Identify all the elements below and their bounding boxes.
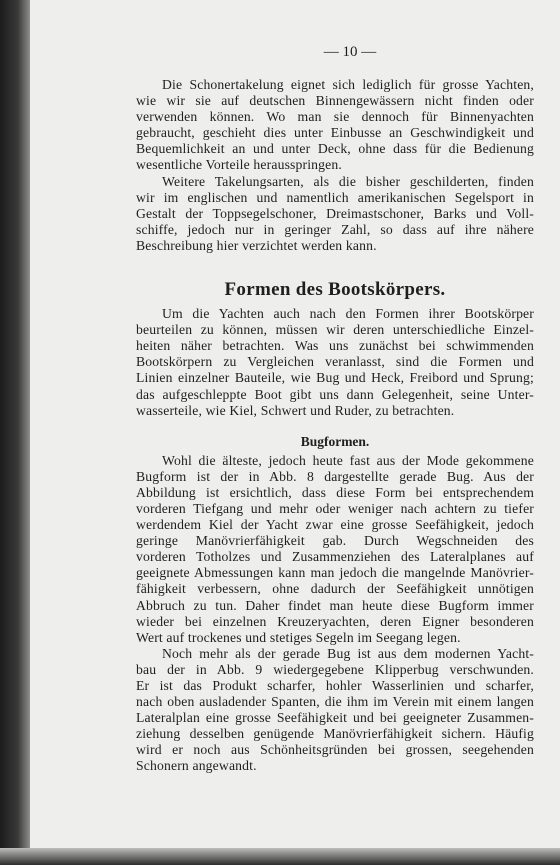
- text-line: wieder bei einzelnen Kreuzeryachten, deren Eigner besonderen: [136, 613, 534, 629]
- text-line: gebraucht, geschieht dies unter Einbusse an Geschwindigkeit und: [136, 125, 534, 141]
- paragraph: [136, 77, 534, 174]
- paragraph: [136, 306, 534, 419]
- forms-section: [136, 306, 534, 419]
- scan-left-border: [0, 0, 30, 865]
- text-line: wasserteile, wie Kiel, Schwert und Ruder, zu betrachten.: [136, 402, 455, 418]
- text-line: Abbildung ist ersichtlich, dass diese Form bei entsprechendem: [136, 484, 534, 500]
- text-line: heiten näher betrachten. Was uns zunächst bei schwimmenden: [136, 338, 534, 354]
- text-line: ziehung desselben genügende Manövrierfähigkeit sichern. Häufig: [136, 726, 534, 742]
- paragraph: [136, 453, 534, 646]
- text-line: vorderen Tiefgang und mehr oder weniger nach achtern zu tiefer: [136, 500, 534, 516]
- text-line: Schonern angewandt.: [136, 758, 257, 774]
- text-line: bau der in Abb. 9 wiedergegebene Klipperbug verschwunden.: [136, 661, 534, 677]
- text-line: beurteilen zu können, müssen wir deren unterschiedliche Einzel-: [136, 322, 534, 338]
- text-line: Gestalt der Toppsegelschoner, Dreimastschoner, Barks und Voll-: [136, 205, 534, 221]
- text-line: wesentliche Vorteile herausspringen.: [136, 157, 342, 173]
- text-line: Lateralplan eine grosse Seefähigkeit und bei geeigneter Zusammen-: [136, 710, 534, 726]
- text-line: Noch mehr als der gerade Bug ist aus dem modernen Yacht-: [162, 645, 534, 661]
- text-line: vorderen Totholzes und Zusammenziehen des Lateralplanes auf: [136, 549, 534, 565]
- subsection-heading: Bugformen.: [300, 433, 370, 449]
- text-line: Weitere Takelungsarten, als die bisher geschilderten, finden: [162, 173, 534, 189]
- text-line: Bootskörpern zu Vergleichen veranlasst, sind die Formen und: [136, 354, 534, 370]
- text-line: Bugform ist der in Abb. 8 dargestellte gerade Bug. Aus der: [136, 468, 534, 484]
- paragraph: [136, 174, 534, 254]
- text-line: wird er noch aus Schönheitsgründen bei grossen, seegehenden: [136, 742, 534, 758]
- text-column: [136, 42, 534, 775]
- intro-section: [136, 77, 534, 254]
- text-line: Beschreibung hier verzichtet werden kann.: [136, 237, 377, 253]
- text-line: geringe Manövrierfähigkeit gab. Durch Wegschneiden des: [136, 533, 534, 549]
- text-line: Abbruch zu tun. Daher findet man heute diese Bugform immer: [136, 597, 534, 613]
- paragraph: [136, 646, 534, 775]
- text-line: Wohl die älteste, jedoch heute fast aus der Mode gekommene: [162, 452, 534, 468]
- text-line: Er ist das Produkt scharfer, hohler Wasserlinien und scharfer,: [136, 678, 534, 693]
- text-line: nach oben ausladender Spanten, die ihm im Verein mit einem langen: [136, 694, 534, 710]
- text-line: Linien einzelner Bauteile, wie Bug und Heck, Freibord und Sprung;: [136, 370, 534, 386]
- text-line: Bequemlichkeit an und unter Deck, ohne dass für die Bedienung: [136, 141, 534, 157]
- text-line: verwenden können. Wo man sie dennoch für Binnenyachten: [136, 109, 534, 125]
- text-line: Um die Yachten auch nach den Formen ihrer Bootskörper: [162, 306, 534, 322]
- text-line: werdendem Kiel der Yacht zwar eine grosse Seefähigkeit, jedoch: [136, 517, 534, 533]
- text-line: schiffe, jedoch nur in geringer Zahl, so dass auf ihre nähere: [136, 221, 534, 237]
- text-line: wie wir sie auf deutschen Binnengewässern nicht finden oder: [136, 93, 534, 109]
- text-line: das aufgeschleppte Boot gibt uns dann Gelegenheit, seine Unter-: [136, 386, 534, 402]
- text-line: Wert auf trockenes und stetiges Segeln im Seegang legen.: [136, 629, 461, 645]
- bow-section: [136, 453, 534, 775]
- text-line: fähigkeit verbessern, ohne dadurch der Seefähigkeit unnötigen: [136, 581, 534, 597]
- page-number: — 10 —: [323, 44, 377, 60]
- text-line: Die Schonertakelung eignet sich lediglich für grosse Yachten,: [162, 77, 534, 92]
- text-line: geeignete Abmessungen kann man jedoch die mangelnde Manövrier-: [136, 565, 534, 581]
- scan-bottom-border: [0, 848, 560, 865]
- text-line: wir im englischen und namentlich amerikanischen Segelsport in: [136, 189, 534, 205]
- section-heading: Formen des Bootskörpers.: [224, 279, 446, 301]
